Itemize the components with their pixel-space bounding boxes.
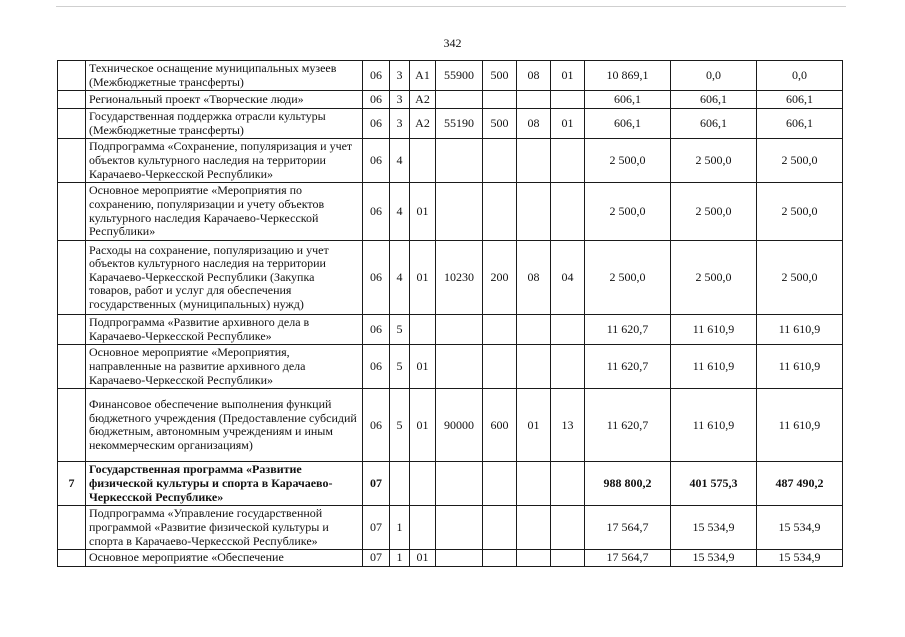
budget-table [57, 60, 843, 567]
amount-year-3: 11 610,9 [757, 345, 843, 389]
table-row [58, 315, 843, 345]
code-expense-type [483, 183, 517, 241]
code-expense-type [483, 462, 517, 506]
code-expense-type: 600 [483, 389, 517, 462]
row-name: Техническое оснащение муниципальных музеев (Межбюджетные трансферты) [86, 61, 363, 91]
row-name: Расходы на сохранение, популяризацию и учет объектов культурного наследия на территории Карачаево-Черкесской Республики (Закупка товаров, работ и услуг для обеспечения государственных (муниципальных) нужд) [86, 241, 363, 315]
code-direction [436, 315, 483, 345]
amount-year-1: 11 620,7 [585, 389, 671, 462]
code-section [517, 550, 551, 567]
amount-year-1: 606,1 [585, 109, 671, 139]
code-section [517, 91, 551, 109]
code-subprogram: 5 [390, 345, 410, 389]
amount-year-3: 0,0 [757, 61, 843, 91]
code-subsection [551, 506, 585, 550]
row-name: Основное мероприятие «Мероприятия, направленные на развитие архивного дела Карачаево-Черкесской Республики» [86, 345, 363, 389]
row-index [58, 315, 86, 345]
code-direction [436, 462, 483, 506]
amount-year-1: 2 500,0 [585, 241, 671, 315]
code-measure: А2 [410, 91, 436, 109]
row-index [58, 506, 86, 550]
amount-year-1: 11 620,7 [585, 345, 671, 389]
code-subprogram: 5 [390, 315, 410, 345]
code-expense-type: 200 [483, 241, 517, 315]
row-name: Государственная программа «Развитие физической культуры и спорта в Карачаево-Черкесской Республике» [86, 462, 363, 506]
row-index: 7 [58, 462, 86, 506]
amount-year-3: 2 500,0 [757, 241, 843, 315]
code-program: 06 [363, 345, 390, 389]
code-measure [410, 315, 436, 345]
code-section [517, 506, 551, 550]
code-direction [436, 139, 483, 183]
code-section [517, 183, 551, 241]
amount-year-3: 487 490,2 [757, 462, 843, 506]
table-row [58, 462, 843, 506]
code-subprogram [390, 462, 410, 506]
amount-year-3: 11 610,9 [757, 389, 843, 462]
code-subsection [551, 345, 585, 389]
code-expense-type [483, 315, 517, 345]
code-section [517, 462, 551, 506]
code-subsection: 13 [551, 389, 585, 462]
row-index [58, 61, 86, 91]
code-measure: 01 [410, 389, 436, 462]
code-measure: 01 [410, 183, 436, 241]
code-measure: 01 [410, 241, 436, 315]
code-direction [436, 345, 483, 389]
code-direction: 10230 [436, 241, 483, 315]
top-edge-rule [56, 6, 846, 7]
code-subprogram: 5 [390, 389, 410, 462]
code-subsection [551, 462, 585, 506]
amount-year-2: 401 575,3 [671, 462, 757, 506]
row-name: Основное мероприятие «Мероприятия по сохранению, популяризации и учету объектов культурного наследия Карачаево-Черкесской Республики» [86, 183, 363, 241]
row-index [58, 389, 86, 462]
code-expense-type [483, 345, 517, 389]
row-index [58, 91, 86, 109]
amount-year-3: 606,1 [757, 91, 843, 109]
table-row [58, 109, 843, 139]
code-measure: А1 [410, 61, 436, 91]
code-expense-type [483, 550, 517, 567]
code-expense-type [483, 506, 517, 550]
table-row [58, 91, 843, 109]
amount-year-3: 2 500,0 [757, 183, 843, 241]
code-expense-type: 500 [483, 61, 517, 91]
code-expense-type [483, 139, 517, 183]
code-program: 06 [363, 91, 390, 109]
row-name: Региональный проект «Творческие люди» [86, 91, 363, 109]
code-measure [410, 506, 436, 550]
code-expense-type: 500 [483, 109, 517, 139]
code-section: 08 [517, 241, 551, 315]
table-row [58, 183, 843, 241]
amount-year-1: 2 500,0 [585, 139, 671, 183]
code-subprogram: 4 [390, 241, 410, 315]
row-index [58, 109, 86, 139]
code-direction [436, 183, 483, 241]
code-expense-type [483, 91, 517, 109]
code-program: 06 [363, 61, 390, 91]
amount-year-2: 606,1 [671, 109, 757, 139]
row-index [58, 345, 86, 389]
code-section [517, 139, 551, 183]
code-subsection: 04 [551, 241, 585, 315]
code-program: 06 [363, 139, 390, 183]
code-measure: 01 [410, 550, 436, 567]
code-measure: А2 [410, 109, 436, 139]
amount-year-1: 10 869,1 [585, 61, 671, 91]
row-name: Государственная поддержка отрасли культуры (Межбюджетные трансферты) [86, 109, 363, 139]
amount-year-2: 15 534,9 [671, 550, 757, 567]
code-subsection [551, 91, 585, 109]
code-subsection [551, 315, 585, 345]
amount-year-3: 2 500,0 [757, 139, 843, 183]
code-program: 07 [363, 506, 390, 550]
row-index [58, 550, 86, 567]
amount-year-2: 11 610,9 [671, 389, 757, 462]
amount-year-1: 11 620,7 [585, 315, 671, 345]
code-subsection: 01 [551, 61, 585, 91]
code-direction: 55900 [436, 61, 483, 91]
code-measure: 01 [410, 345, 436, 389]
code-subsection [551, 550, 585, 567]
code-section [517, 345, 551, 389]
code-program: 06 [363, 109, 390, 139]
row-index [58, 139, 86, 183]
row-name: Подпрограмма «Развитие архивного дела в Карачаево-Черкесской Республике» [86, 315, 363, 345]
code-subprogram: 1 [390, 506, 410, 550]
code-subprogram: 3 [390, 109, 410, 139]
row-name: Основное мероприятие «Обеспечение [86, 550, 363, 567]
row-index [58, 183, 86, 241]
code-direction: 55190 [436, 109, 483, 139]
amount-year-1: 606,1 [585, 91, 671, 109]
amount-year-2: 0,0 [671, 61, 757, 91]
code-subprogram: 1 [390, 550, 410, 567]
amount-year-2: 606,1 [671, 91, 757, 109]
amount-year-2: 2 500,0 [671, 139, 757, 183]
code-direction: 90000 [436, 389, 483, 462]
code-section: 01 [517, 389, 551, 462]
amount-year-3: 11 610,9 [757, 315, 843, 345]
row-name: Подпрограмма «Сохранение, популяризация и учет объектов культурного наследия на территории Карачаево-Черкесской Республики» [86, 139, 363, 183]
amount-year-2: 15 534,9 [671, 506, 757, 550]
amount-year-3: 606,1 [757, 109, 843, 139]
table-row [58, 550, 843, 567]
code-program: 06 [363, 315, 390, 345]
code-subprogram: 4 [390, 139, 410, 183]
amount-year-1: 2 500,0 [585, 183, 671, 241]
code-subprogram: 3 [390, 61, 410, 91]
amount-year-3: 15 534,9 [757, 550, 843, 567]
code-program: 06 [363, 183, 390, 241]
code-program: 06 [363, 389, 390, 462]
code-program: 06 [363, 241, 390, 315]
code-subsection [551, 183, 585, 241]
code-direction [436, 91, 483, 109]
amount-year-1: 988 800,2 [585, 462, 671, 506]
table-row [58, 389, 843, 462]
code-section [517, 315, 551, 345]
code-measure [410, 462, 436, 506]
amount-year-2: 11 610,9 [671, 315, 757, 345]
amount-year-2: 2 500,0 [671, 241, 757, 315]
row-name: Подпрограмма «Управление государственной программой «Развитие физической культуры и спорта в Карачаево-Черкесской Республике» [86, 506, 363, 550]
code-subprogram: 4 [390, 183, 410, 241]
amount-year-1: 17 564,7 [585, 550, 671, 567]
code-section: 08 [517, 61, 551, 91]
table-body [58, 61, 843, 567]
row-index [58, 241, 86, 315]
table-row [58, 139, 843, 183]
code-section: 08 [517, 109, 551, 139]
table-row [58, 345, 843, 389]
table-row [58, 61, 843, 91]
code-program: 07 [363, 462, 390, 506]
row-name: Финансовое обеспечение выполнения функций бюджетного учреждения (Предоставление субсидий бюджетным, автономным учреждениям и иным некоммерческим организациям) [86, 389, 363, 462]
code-direction [436, 550, 483, 567]
code-measure [410, 139, 436, 183]
code-program: 07 [363, 550, 390, 567]
code-subsection: 01 [551, 109, 585, 139]
code-subprogram: 3 [390, 91, 410, 109]
amount-year-2: 11 610,9 [671, 345, 757, 389]
table-row [58, 241, 843, 315]
code-subsection [551, 139, 585, 183]
page-number: 342 [443, 36, 462, 50]
table-row [58, 506, 843, 550]
code-direction [436, 506, 483, 550]
amount-year-2: 2 500,0 [671, 183, 757, 241]
amount-year-1: 17 564,7 [585, 506, 671, 550]
amount-year-3: 15 534,9 [757, 506, 843, 550]
